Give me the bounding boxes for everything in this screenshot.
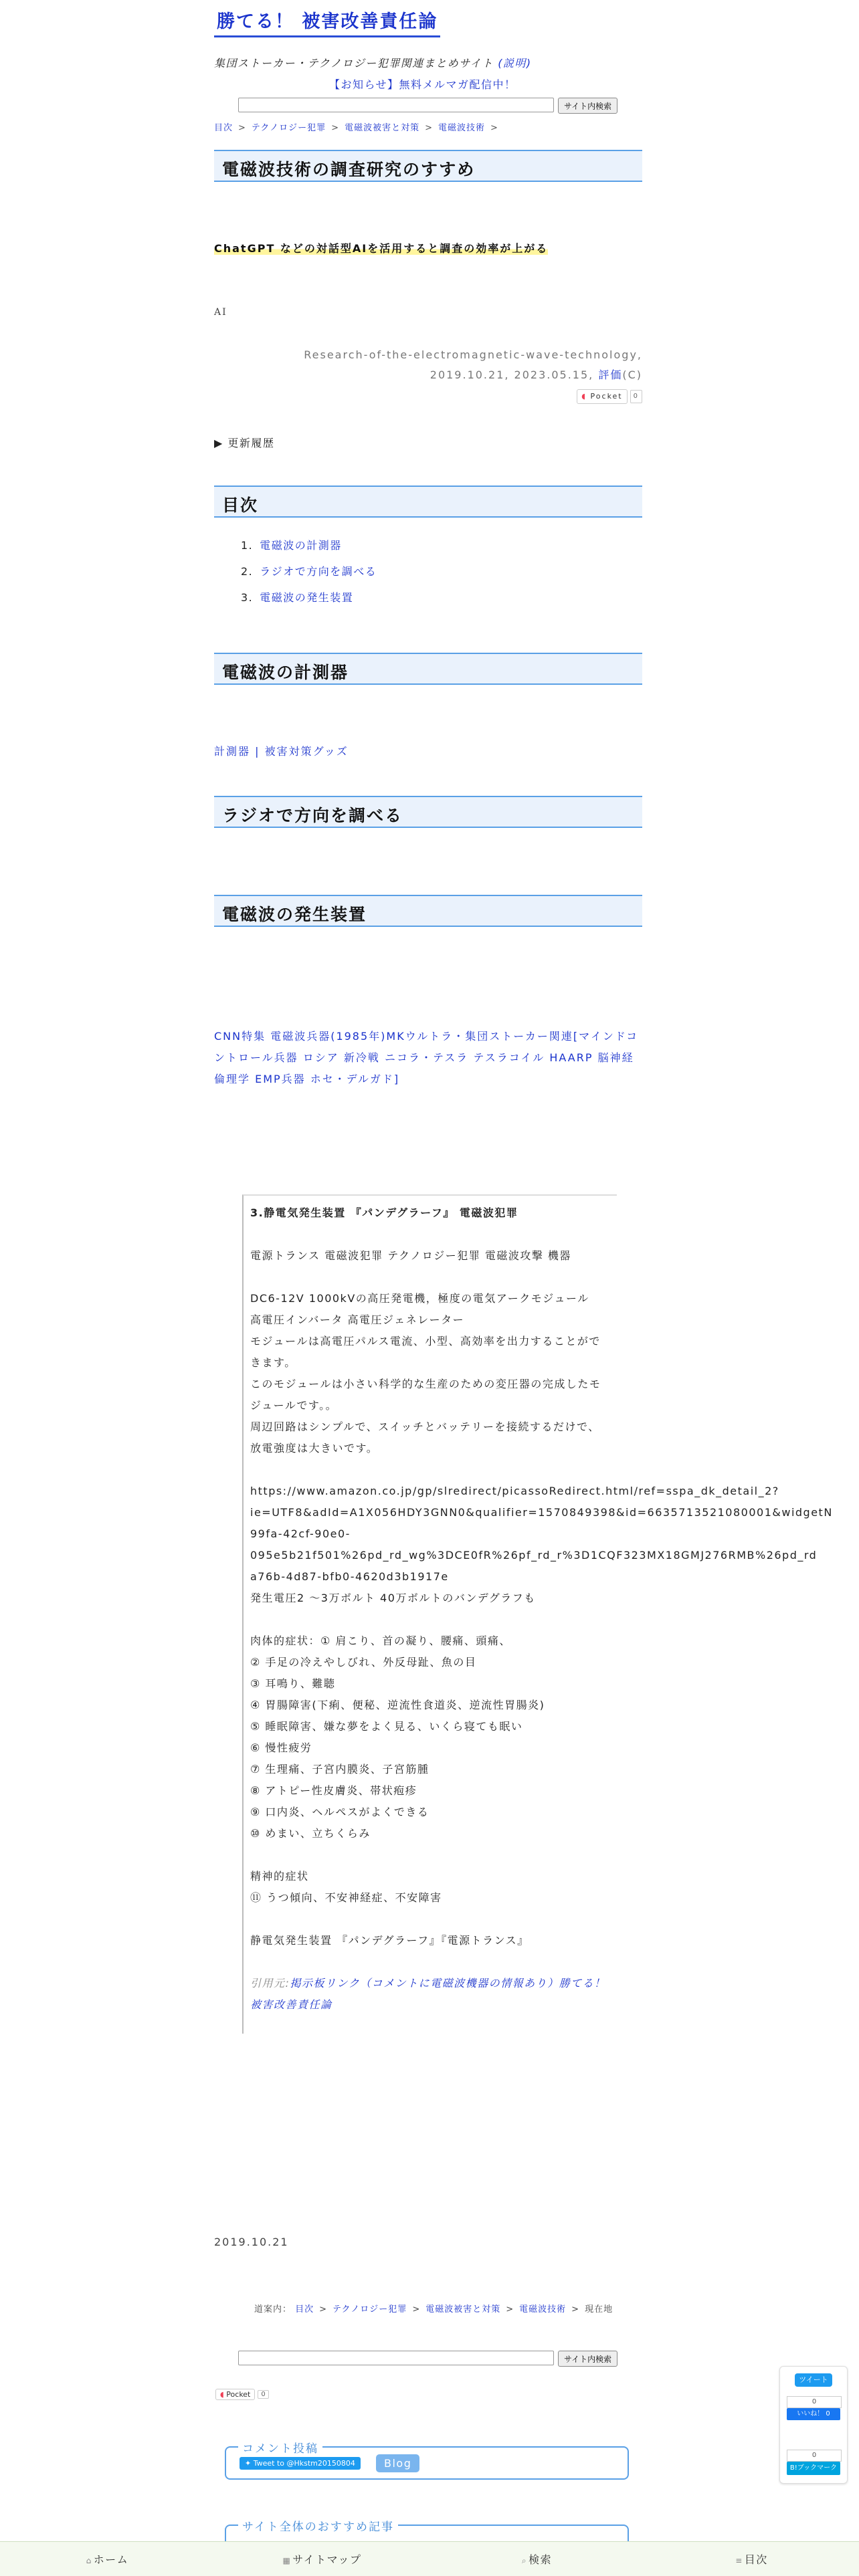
toc-link-radio[interactable]: ラジオで方向を調べる (260, 565, 377, 578)
breadcrumb-tail: > (490, 123, 498, 133)
article-dates (304, 365, 642, 385)
bottom-nav-sitemap[interactable] (215, 2551, 430, 2567)
bottom-breadcrumb-item[interactable]: 目次 (295, 2304, 314, 2315)
pocket-icon: ◖ (581, 392, 587, 401)
facebook-like-button[interactable]: いいね！ 0 (787, 2408, 840, 2420)
bottom-pocket-share[interactable] (215, 2389, 269, 2400)
breadcrumb-separator: > (412, 2304, 421, 2315)
pocket-button[interactable] (215, 2389, 255, 2400)
quote-url-line: 99fa-42cf-90e0- (250, 1527, 351, 1540)
quote-footer-keywords: 静電気発生装置 『パンデグラーフ』『電源トランス』 (250, 1934, 529, 1947)
quote-spec-line: DC6-12V 1000kVの高圧発電機，極度の電気アークモジュール (250, 1292, 589, 1305)
section-heading-measuring: 電磁波の計測器 (214, 653, 642, 685)
search-icon: ⌕ (521, 2556, 528, 2565)
rating-suffix: (C) (622, 368, 642, 381)
pocket-label: Pocket (590, 392, 623, 401)
related-topic-links[interactable]: CNN特集 電磁波兵器(1985年)MKウルトラ・集団ストーカー関連[マインドコントロール兵器 ロシア 新冷戦 ニコラ・テスラ テスラコイル HAARP 脳神経倫理学 EMP兵器 ホセ・デルガド] (214, 1030, 639, 1085)
symptom-item: ④ 胃腸障害(下痢、便秘、逆流性食道炎、逆流性胃腸炎) (250, 1699, 545, 1711)
bottom-breadcrumb-item[interactable]: テクノロジー犯罪 (332, 2304, 407, 2315)
twitter-icon: ✦ (245, 2459, 252, 2468)
pocket-label: Pocket (226, 2390, 251, 2399)
bottom-nav-search[interactable] (430, 2551, 644, 2567)
breadcrumb-item-home[interactable]: 目次 (214, 123, 233, 133)
chatgpt-highlight: ChatGPT などの対話型AIを活用すると調査の効率が上がる (214, 242, 549, 255)
bottom-breadcrumb-item[interactable]: 電磁波技術 (519, 2304, 567, 2315)
symptom-item: ⑧ アトピー性皮膚炎、帯状疱疹 (250, 1784, 417, 1797)
pocket-button[interactable] (577, 389, 627, 404)
quote-keywords: 電源トランス 電磁波犯罪 テクノロジー犯罪 電磁波攻撃 機器 (250, 1249, 571, 1262)
quote-url-line: https://www.amazon.co.jp/gp/slredirect/picassoRedirect.html/ref=sspa_dk_detail_2? (250, 1485, 779, 1497)
site-search-input[interactable] (238, 98, 554, 112)
rating-link[interactable]: 評価 (598, 368, 623, 381)
breadcrumb-item-tech[interactable]: 電磁波技術 (438, 123, 485, 133)
quote-citation (250, 1973, 610, 2016)
hatena-count: 0 (787, 2450, 842, 2462)
toc-link-generator[interactable]: 電磁波の発生装置 (260, 591, 354, 604)
citation-label: 引用元: (250, 1977, 290, 1990)
breadcrumb-item-tech-crime[interactable]: テクノロジー犯罪 (251, 123, 326, 133)
tagline-text: 集団ストーカー・テクノロジー犯罪関連まとめサイト (214, 57, 498, 70)
breadcrumb-separator: > (238, 123, 246, 133)
site-title[interactable]: 勝てる！ 被害改善責任論 (214, 5, 440, 37)
site-tagline (214, 55, 532, 70)
mental-symptoms-title: 精神的症状 (250, 1870, 309, 1883)
symptom-item: ② 手足の冷えやしびれ、外反母趾、魚の目 (250, 1656, 477, 1669)
bottom-breadcrumb-item[interactable]: 電磁波被害と対策 (425, 2304, 501, 2315)
measuring-links[interactable]: 計測器 | 被害対策グッズ (214, 745, 349, 758)
mental-symptom-item: ⑪ うつ傾向、不安神経症、不安障害 (250, 1891, 442, 1904)
breadcrumb-separator: > (319, 2304, 328, 2315)
bottom-breadcrumb (254, 2302, 613, 2315)
toc-item (241, 532, 377, 558)
symptom-item: ⑩ めまい、立ちくらみ (250, 1827, 371, 1840)
breadcrumb-separator: > (571, 2304, 580, 2315)
closing-date: 2019.10.21 (214, 2236, 289, 2248)
intro-paragraph-2 (214, 237, 642, 261)
article-date-text: 2019.10.21, 2023.05.15, (430, 368, 599, 381)
quote-spec-line: このモジュールは小さい科学的な生産のための変圧器の完成したモジュールです。。 (250, 1378, 601, 1412)
section-heading-generator: 電磁波の発生装置 (214, 895, 642, 927)
comment-box (225, 2442, 629, 2480)
breadcrumb-item-damage[interactable]: 電磁波被害と対策 (345, 123, 420, 133)
symptom-item: ③ 耳鳴り、難聴 (250, 1677, 336, 1690)
bottom-search-button[interactable]: サイト内検索 (558, 2351, 617, 2367)
symptom-item: ⑨ 口内炎、ヘルペスがよくできる (250, 1806, 430, 1818)
bottom-nav-toc[interactable] (644, 2551, 859, 2567)
bottom-nav-label: 目次 (744, 2553, 768, 2566)
blog-button[interactable]: Blog (376, 2454, 419, 2472)
home-icon: ⌂ (86, 2556, 92, 2565)
floating-share-widget (779, 2366, 848, 2484)
pocket-icon: ◖ (220, 2390, 224, 2399)
toc-item-number: 3. (241, 591, 254, 604)
tweet-to-label: Tweet to @Hkstm20150804 (253, 2459, 355, 2468)
toc-heading: 目次 (214, 486, 642, 518)
breadcrumb-separator: > (331, 123, 340, 133)
page-title: 電磁波技術の調査研究のすすめ (214, 150, 642, 182)
facebook-count: 0 (787, 2396, 842, 2408)
sitemap-icon: ▦ (282, 2556, 292, 2565)
quote-voltage: 発生電圧2 ～3万ボルト 40万ボルトのバンデグラフも (250, 1592, 536, 1604)
symptom-item: ⑤ 睡眠障害、嫌な夢をよく見る、いくら寝ても眠い (250, 1720, 523, 1733)
bottom-nav-home[interactable] (0, 2551, 215, 2567)
symptom-item: 肉体的症状：① 肩こり、首の凝り、腰痛、頭痛、 (250, 1634, 511, 1647)
quote-url-line: 095e5b21f501%26pd_rd_wg%3DCE0fR%26pf_rd_r%3D1CQF323MX18GMJ276RMB%26pd_rd (250, 1549, 818, 1562)
breadcrumb (214, 120, 504, 133)
symptom-item: ⑦ 生理痛、子宮内膜炎、子宮筋腫 (250, 1763, 430, 1776)
site-search (238, 98, 617, 114)
toc-item-number: 2. (241, 565, 254, 578)
bottom-nav-label: ホーム (93, 2553, 129, 2566)
quote-spec-line: 高電圧インバータ 高電圧ジェネレーター (250, 1313, 465, 1326)
citation-link[interactable]: 掲示板リンク（コメントに電磁波機器の情報あり）勝てる！ 被害改善責任論 (250, 1977, 606, 2011)
quote-spec-line: モジュールは高電圧パルス電流、小型、高効率を出力することができます。 (250, 1335, 601, 1369)
bottom-navigation-bar (0, 2541, 859, 2576)
quoted-post (242, 1194, 833, 2034)
toc-link-measuring[interactable]: 電磁波の計測器 (260, 539, 342, 552)
tweet-to-button[interactable] (240, 2457, 361, 2470)
bottom-breadcrumb-current: 現在地 (585, 2304, 613, 2315)
bottom-site-search (238, 2351, 617, 2367)
toc-item-number: 1. (241, 539, 254, 552)
toc-list (241, 532, 377, 611)
pocket-count: 0 (258, 2390, 268, 2399)
bottom-nav-label: 検索 (529, 2553, 553, 2566)
bottom-search-input[interactable] (238, 2351, 554, 2365)
breadcrumb-separator: > (506, 2304, 514, 2315)
quote-spec-line: 周辺回路はシンプルで、スイッチとバッテリーを接続するだけで、放電強度は大きいです。 (250, 1420, 600, 1455)
bottom-breadcrumb-label: 道案内： (254, 2304, 292, 2315)
tagline-explain-link[interactable]: (説明) (498, 57, 532, 70)
quote-heading: 3.静電気発生装置 『パンデグラーフ』 電磁波犯罪 (250, 1206, 518, 1219)
toc-item (241, 558, 377, 584)
quote-url-line: ie=UTF8&adId=A1X056HDY3GNN0&qualifier=1570849398&id=6635713521080001&widgetN (250, 1506, 833, 1519)
twitter-share-button[interactable]: ツイート (795, 2373, 832, 2387)
article-slug: Research-of-the-electromagnetic-wave-technology, (304, 348, 642, 361)
closing-paragraph-4 (214, 2232, 642, 2253)
article-meta (304, 345, 642, 405)
recommended-title: サイト全体のおすすめ記事 (238, 2517, 398, 2534)
quote-url-line: a76b-4d87-bfb0-4620d3b1917e (250, 1570, 449, 1583)
newsletter-notice-link[interactable]: 【お知らせ】無料メルマガ配信中！ (329, 78, 516, 91)
update-history-toggle[interactable]: ▶ 更新履歴 (214, 437, 275, 449)
toc-item (241, 584, 377, 611)
breadcrumb-separator: > (425, 123, 433, 133)
toc-icon: ≡ (735, 2556, 743, 2565)
section-heading-radio: ラジオで方向を調べる (214, 796, 642, 828)
pocket-share[interactable] (577, 389, 642, 404)
symptom-item: ⑥ 慢性疲労 (250, 1741, 312, 1754)
comment-box-title: コメント投稿 (238, 2439, 322, 2456)
intro-paragraph-3: AI (214, 307, 227, 318)
hatena-bookmark-button[interactable]: B!ブックマーク (787, 2462, 840, 2475)
bottom-nav-label: サイトマップ (292, 2553, 362, 2566)
pocket-count: 0 (630, 390, 642, 403)
site-search-button[interactable]: サイト内検索 (558, 98, 617, 114)
